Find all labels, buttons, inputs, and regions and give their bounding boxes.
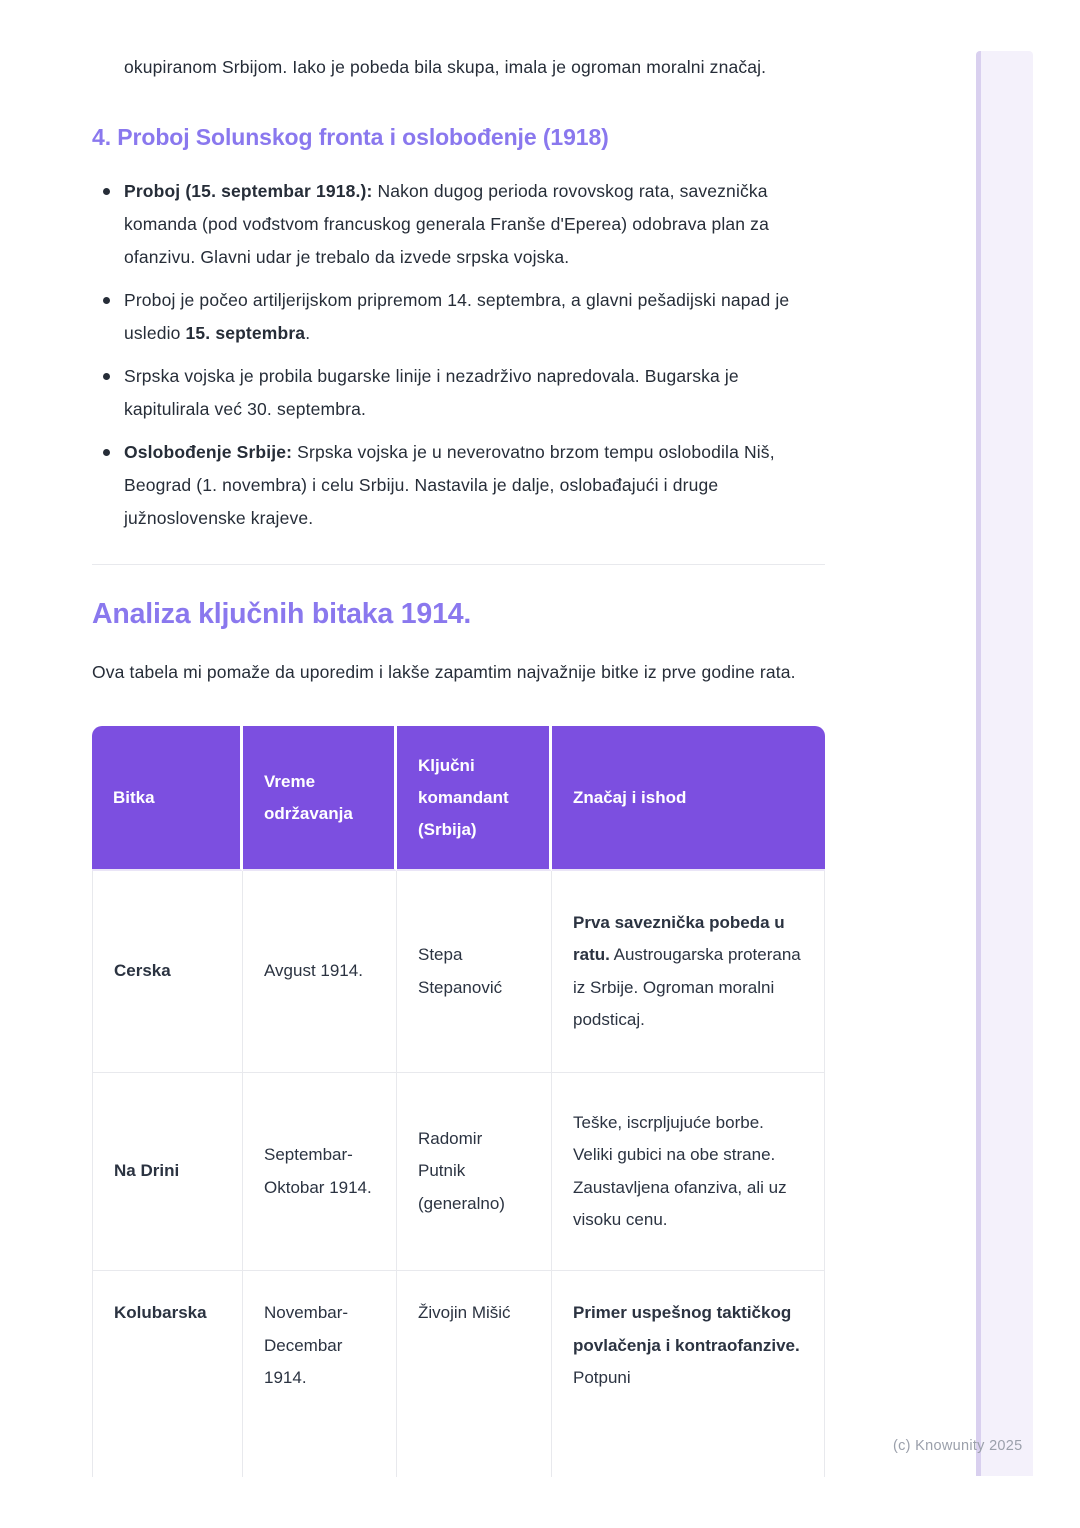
analysis-intro-paragraph: Ova tabela mi pomaže da uporedim i lakše zapamtim najvažnije bitke iz prve godine rata.	[92, 662, 796, 682]
cell-outcome-text: Potpuni	[573, 1368, 631, 1387]
cell-outcome-text: Austrougarska proterana iz Srbije. Ogroman moralni podsticaj.	[573, 945, 801, 1029]
page-edge-strip	[976, 51, 1033, 1476]
cell-outcome	[552, 871, 825, 1073]
bullet-text-bold: Proboj (15. septembar 1918.):	[124, 181, 373, 201]
cell-battle: Kolubarska	[92, 1271, 243, 1477]
column-header-znacaj: Značaj i ishod	[552, 726, 825, 871]
column-header-komandant: Ključni komandant (Srbija)	[397, 726, 552, 871]
copyright-notice: (c) Knowunity 2025	[893, 1438, 1023, 1454]
list-item	[92, 175, 825, 274]
bullet-text-bold: Oslobođenje Srbije:	[124, 442, 293, 462]
section-divider	[92, 564, 825, 565]
bullet-icon	[103, 449, 110, 456]
table-row	[92, 871, 825, 1073]
cell-outcome-text: Teške, iscrpljujuće borbe. Veliki gubici na obe strane. Zaustavljena ofanziva, ali uz visoku cenu.	[573, 1112, 787, 1229]
bullet-text-bold: 15. septembra	[185, 323, 306, 343]
table-header-row	[92, 726, 825, 871]
cell-outcome	[552, 1073, 825, 1271]
cell-outcome-bold: Primer uspešnog taktičkog povlačenja i kontraofanzive.	[573, 1303, 800, 1355]
cell-commander: Radomir Putnik (generalno)	[397, 1073, 552, 1271]
list-item	[92, 360, 825, 426]
bullet-icon	[103, 297, 110, 304]
cell-commander: Stepa Stepanović	[397, 871, 552, 1073]
cell-time: Septembar-Oktobar 1914.	[243, 1073, 397, 1271]
cell-battle: Na Drini	[92, 1073, 243, 1271]
bullet-text: Proboj je počeo artiljerijskom pripremom 14. septembra, a glavni pešadijski napad je usledio	[124, 290, 790, 343]
bullet-text: .	[305, 323, 311, 343]
bullet-text: Nakon dugog perioda rovovskog rata, saveznička komanda (pod vođstvom francuskog generala Franše d'Eperea) odobrava plan za ofanzivu. Glavni udar je trebalo da izvede srpska vojska.	[124, 181, 769, 267]
analysis-heading: Analiza ključnih bitaka 1914.	[92, 598, 472, 630]
list-item	[92, 284, 825, 350]
table-row	[92, 1073, 825, 1271]
bullet-text: Srpska vojska je u neverovatno brzom tempu oslobodila Niš, Beograd (1. novembra) i celu Srbiju. Nastavila je dalje, oslobađajući i druge južnoslovenske krajeve.	[124, 442, 775, 528]
cell-battle: Cerska	[92, 871, 243, 1073]
bullet-list	[92, 175, 825, 535]
bullet-text: Srpska vojska je probila bugarske linije i nezadrživo napredovala. Bugarska je kapitulirala već 30. septembra.	[124, 366, 739, 419]
battles-table	[92, 726, 825, 1477]
column-header-bitka: Bitka	[92, 726, 243, 871]
cell-time: Novembar-Decembar 1914.	[243, 1271, 397, 1477]
bullet-icon	[103, 188, 110, 195]
table-row	[92, 1271, 825, 1477]
column-header-vreme: Vreme održavanja	[243, 726, 397, 871]
cell-time: Avgust 1914.	[243, 871, 397, 1073]
section-heading-proboj: 4. Proboj Solunskog fronta i oslobođenje (1918)	[92, 124, 609, 150]
bullet-icon	[103, 373, 110, 380]
cell-outcome-bold: Prva saveznička pobeda u ratu.	[573, 912, 785, 964]
document-content	[92, 0, 825, 1477]
list-item	[92, 436, 825, 535]
cell-outcome	[552, 1271, 825, 1477]
cell-commander: Živojin Mišić	[397, 1271, 552, 1477]
paragraph-continuation: okupiranom Srbijom. Iako je pobeda bila skupa, imala je ogroman moralni značaj.	[124, 57, 767, 77]
